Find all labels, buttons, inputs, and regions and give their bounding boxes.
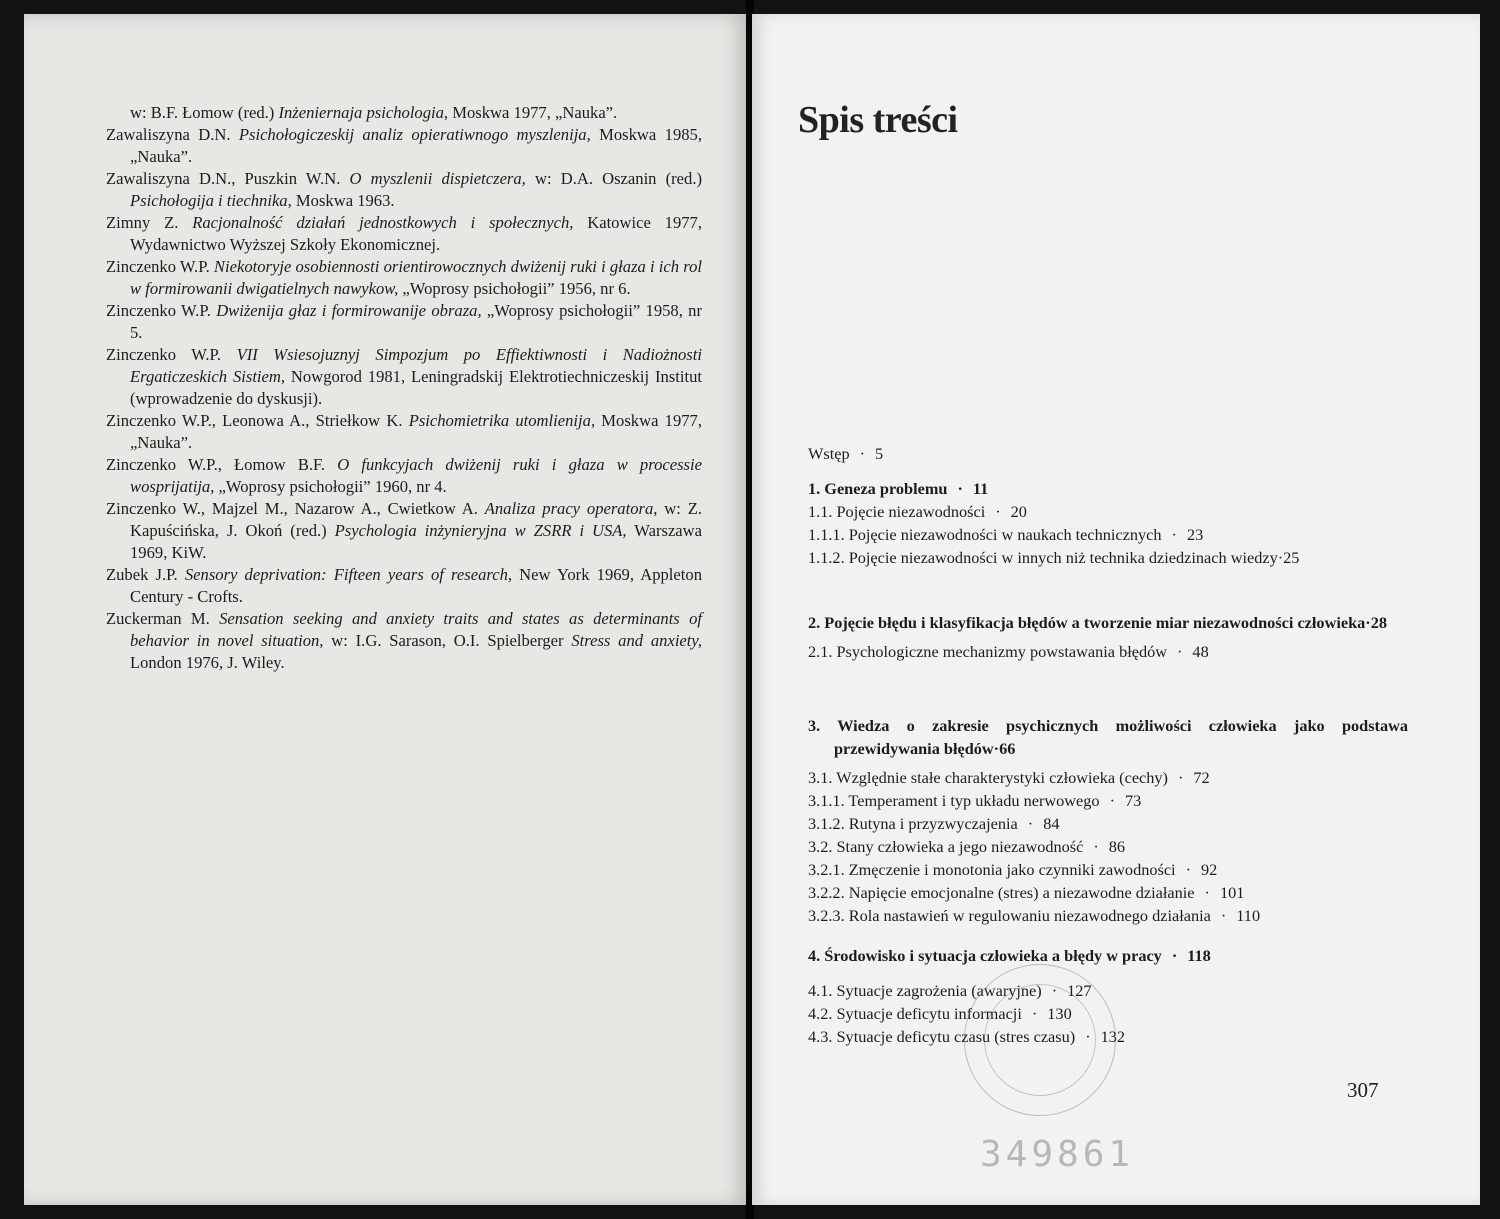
bibliography-text: Zinczenko W., Majzel M., Nazarow A., Cwietkow A.: [106, 499, 485, 518]
bibliography-text: Moskwa 1977, „Nauka”.: [130, 411, 702, 452]
bibliography-text: Zinczenko W.P.: [106, 345, 237, 364]
bibliography-text: w: B.F. Łomow (red.): [130, 103, 279, 122]
toc-entry-page: 72: [1193, 768, 1210, 787]
toc-entry: [808, 523, 1468, 546]
toc-separator: ·: [993, 739, 1000, 758]
toc-chapter-page: 118: [1187, 946, 1211, 965]
toc-chapter-label: 4. Środowisko i sytuacja człowieka a błędy w pracy: [808, 946, 1162, 965]
bibliography-title: Racjonalność działań jednostkowych i społecznych,: [192, 213, 574, 232]
bibliography-text: Zubek J.P.: [106, 565, 185, 584]
toc-entry-label: 4.2. Sytuacje deficytu informacji: [808, 1004, 1022, 1023]
toc-entry-label: Wstęp: [808, 444, 850, 463]
right-page: [752, 14, 1480, 1205]
toc-chapter-2: [808, 611, 1468, 663]
toc-entry: [808, 789, 1468, 812]
bibliography-entry: [106, 454, 702, 498]
toc-entry-label: 3.2.2. Napięcie emocjonalne (stres) a niezawodne działanie: [808, 883, 1195, 902]
bibliography-text: „Woprosy psichołogii” 1958, nr 5.: [130, 301, 702, 342]
toc-entry-label: 1.1.1. Pojęcie niezawodności w naukach technicznych: [808, 525, 1162, 544]
toc-entry-page: 73: [1124, 791, 1142, 810]
bibliography-entry: [106, 168, 702, 212]
bibliography-entry: [106, 102, 702, 124]
toc-entry: [808, 546, 1408, 569]
bibliography-list: [106, 102, 702, 674]
bibliography-title: O funkcyjach dwiżenij ruki i głaza w processie wosprijatija,: [130, 455, 702, 496]
toc-entry: [808, 1002, 1468, 1025]
bibliography-text: London 1976, J. Wiley.: [130, 653, 285, 672]
toc-entry-label: 3.1. Względnie stałe charakterystyki człowieka (cechy): [808, 768, 1168, 787]
page-title: Spis treści: [798, 99, 958, 141]
toc-entry-label: 4.3. Sytuacje deficytu czasu (stres czasu): [808, 1027, 1076, 1046]
toc-entry-page: 92: [1201, 860, 1218, 879]
toc-entry-page: 101: [1219, 883, 1245, 902]
bibliography-text: „Woprosy psichołogii” 1960, nr 4.: [214, 477, 447, 496]
toc-entry-page: 20: [1010, 502, 1027, 521]
toc-separator: ·: [1177, 642, 1183, 661]
bibliography-title: Sensation seeking and anxiety traits and states as determinants of behavior in novel situation,: [130, 609, 702, 650]
toc-entry-page: 25: [1283, 548, 1300, 567]
bibliography-entry: [106, 300, 702, 344]
toc-entry: [808, 858, 1468, 881]
toc-chapter-3: [808, 714, 1468, 927]
toc-separator: ·: [1185, 860, 1191, 879]
toc-chapter-label: 1. Geneza problemu: [808, 479, 948, 498]
toc-separator: ·: [1109, 791, 1115, 810]
toc-separator: ·: [1171, 946, 1178, 965]
toc-chapter-1-items: [808, 500, 1468, 546]
toc-chapter-1: [808, 477, 1468, 569]
bibliography-text: Zinczenko W.P., Łomow B.F.: [106, 455, 338, 474]
toc-entry-page: 130: [1047, 1004, 1072, 1023]
toc-separator: ·: [1051, 981, 1058, 1000]
toc-entry-page: 5: [875, 444, 884, 463]
toc-entry-page: 132: [1100, 1027, 1126, 1046]
bibliography-text: „Woprosy psichołogii” 1956, nr 6.: [398, 279, 631, 298]
toc-entry-label: 2.1. Psychologiczne mechanizmy powstawania błędów: [808, 642, 1167, 661]
toc-entry: [808, 835, 1468, 858]
toc-chapter: [808, 714, 1408, 760]
bibliography-title: Niekotoryje osobiennosti orientirowocznych dwiżenij ruki i głaza i ich rol w formirowanii dwigatielnych nawykow,: [130, 257, 702, 298]
toc-separator: ·: [1031, 1004, 1038, 1023]
toc-entry: [808, 640, 1468, 663]
bibliography-entry: [106, 498, 702, 564]
bibliography-text: Moskwa 1985, „Nauka”.: [130, 125, 702, 166]
bibliography-text: Katowice 1977, Wydawnictwo Wyższej Szkoły Ekonomicznej.: [130, 213, 702, 254]
bibliography-title: Psichołogiczeskij analiz opieratiwnogo myszlenija,: [238, 125, 591, 144]
toc-entry-label: 4.1. Sytuacje zagrożenia (awaryjne): [808, 981, 1042, 1000]
page-number: 307: [1347, 1078, 1379, 1102]
toc-chapter-page: 11: [972, 479, 989, 498]
toc-chapter-3-items: [808, 766, 1468, 927]
bibliography-text: Moskwa 1963.: [291, 191, 395, 210]
toc-chapter-4-items: [808, 979, 1468, 1048]
toc-entry-label: 3.2.3. Rola nastawień w regulowaniu niezawodnego działania: [808, 906, 1211, 925]
bibliography-text: Zinczenko W.P.: [106, 301, 217, 320]
toc-entry-page: 84: [1043, 814, 1060, 833]
bibliography-title: Sensory deprivation: Fifteen years of research,: [184, 565, 513, 584]
bibliography-entry: [106, 124, 702, 168]
bibliography-text: Zawaliszyna D.N., Puszkin W.N.: [106, 169, 350, 188]
toc-entry: [808, 979, 1468, 1002]
toc-chapter: [808, 611, 1408, 634]
library-stamp-inner: [984, 984, 1096, 1096]
bibliography-title: Inżeniernaja psichologia,: [278, 103, 449, 122]
toc-chapter-page: 28: [1370, 613, 1387, 632]
toc-entry: [808, 812, 1468, 835]
bibliography-title: Dwiżenija głaz i formirowanije obraza,: [216, 301, 482, 320]
toc-entry-page: 127: [1067, 981, 1092, 1000]
inventory-number: 349861: [980, 1134, 1135, 1175]
bibliography-entry: [106, 410, 702, 454]
toc-chapter-4: [808, 944, 1468, 1048]
toc-separator: ·: [1085, 1027, 1091, 1046]
bibliography-text: Zinczenko W.P.: [106, 257, 214, 276]
bibliography-entry: [106, 212, 702, 256]
toc-separator: ·: [1277, 548, 1284, 567]
bibliography-text: w: D.A. Oszanin (red.): [525, 169, 703, 188]
toc-chapter-label: 3. Wiedza o zakresie psychicznych możliwości człowieka jako podstawa przewidywania błędów: [808, 716, 1408, 758]
bibliography-text: Zinczenko W.P., Leonowa A., Striełkow K.: [106, 411, 409, 430]
toc-entry-label: 1.1. Pojęcie niezawodności: [808, 502, 986, 521]
bibliography-title: Psichołogija i tiechnika,: [130, 191, 292, 210]
toc-entry-label: 1.1.2. Pojęcie niezawodności w innych niż technika dziedzinach wiedzy: [808, 548, 1278, 567]
bibliography-text: Nowgorod 1981, Leningradskij Elektrotiechniczeskij Institut (wprowadzenie do dyskusji).: [130, 367, 702, 408]
toc-entry-label: 3.1.2. Rutyna i przyzwyczajenia: [808, 814, 1018, 833]
bibliography-title: Psichomietrika utomlienija,: [408, 411, 596, 430]
bibliography-entry: [106, 564, 702, 608]
toc-entry: [808, 500, 1468, 523]
toc-entry-page: 48: [1192, 642, 1209, 661]
toc-separator: ·: [1171, 525, 1177, 544]
toc-chapter-2-items: [808, 640, 1468, 663]
toc-entry-page: 110: [1236, 906, 1261, 925]
toc-entry: [808, 1025, 1468, 1048]
toc-separator: ·: [995, 502, 1001, 521]
toc-entry-page: 86: [1108, 837, 1126, 856]
toc-chapter-label: 2. Pojęcie błędu i klasyfikacja błędów a tworzenie miar niezawodności człowieka: [808, 613, 1366, 632]
toc-chapter: [808, 944, 1468, 967]
bibliography-text: Warszawa 1969, KiW.: [130, 521, 703, 562]
bibliography-text: Zimny Z.: [106, 213, 193, 232]
toc-entry-label: 3.2.1. Zmęczenie i monotonia jako czynniki zawodności: [808, 860, 1176, 879]
toc-entry: [808, 881, 1468, 904]
toc-separator: ·: [859, 444, 866, 463]
left-page: [24, 14, 748, 1205]
bibliography-title: VII Wsiesojuznyj Simpozjum po Effiektiwnosti i Nadiożnosti Ergaticzeskich Sistiem,: [130, 345, 702, 386]
bibliography-text: Moskwa 1977, „Nauka”.: [448, 103, 618, 122]
toc-entry: [808, 442, 1468, 465]
bibliography-entry: [106, 256, 702, 300]
toc-intro: [808, 442, 1468, 465]
bibliography-title: O myszlenii dispietczera,: [349, 169, 526, 188]
toc-chapter-page: 66: [999, 739, 1016, 758]
bibliography-title: Stress and anxiety,: [571, 631, 703, 650]
bibliography-text: Zawaliszyna D.N.: [106, 125, 239, 144]
toc-entry-label: 3.1.1. Temperament i typ układu nerwowego: [808, 791, 1100, 810]
bibliography-entry: [106, 608, 702, 674]
bibliography-text: w: Z. Kapuścińska, J. Okoń (red.): [130, 499, 702, 540]
bibliography-text: New York 1969, Appleton Century - Crofts.: [130, 565, 702, 606]
toc-separator: ·: [1365, 613, 1371, 632]
toc-separator: ·: [1177, 768, 1184, 787]
bibliography-title: Analiza pracy operatora,: [484, 499, 658, 518]
toc-separator: ·: [957, 479, 963, 498]
toc-entry-label: 3.2. Stany człowieka a jego niezawodność: [808, 837, 1084, 856]
toc-entry-page: 23: [1186, 525, 1204, 544]
toc-separator: ·: [1093, 837, 1099, 856]
bibliography-text: w: I.G. Sarason, O.I. Spielberger: [323, 631, 572, 650]
toc-separator: ·: [1204, 883, 1210, 902]
bibliography-title: Psychologia inżynieryjna w ZSRR i USA,: [334, 521, 627, 540]
bibliography: [106, 102, 702, 674]
toc-entry: [808, 766, 1468, 789]
toc-entry: [808, 904, 1468, 927]
bibliography-entry: [106, 344, 702, 410]
toc-chapter: [808, 477, 1468, 500]
bibliography-text: Zuckerman M.: [106, 609, 220, 628]
toc-separator: ·: [1027, 814, 1034, 833]
toc-separator: ·: [1220, 906, 1227, 925]
